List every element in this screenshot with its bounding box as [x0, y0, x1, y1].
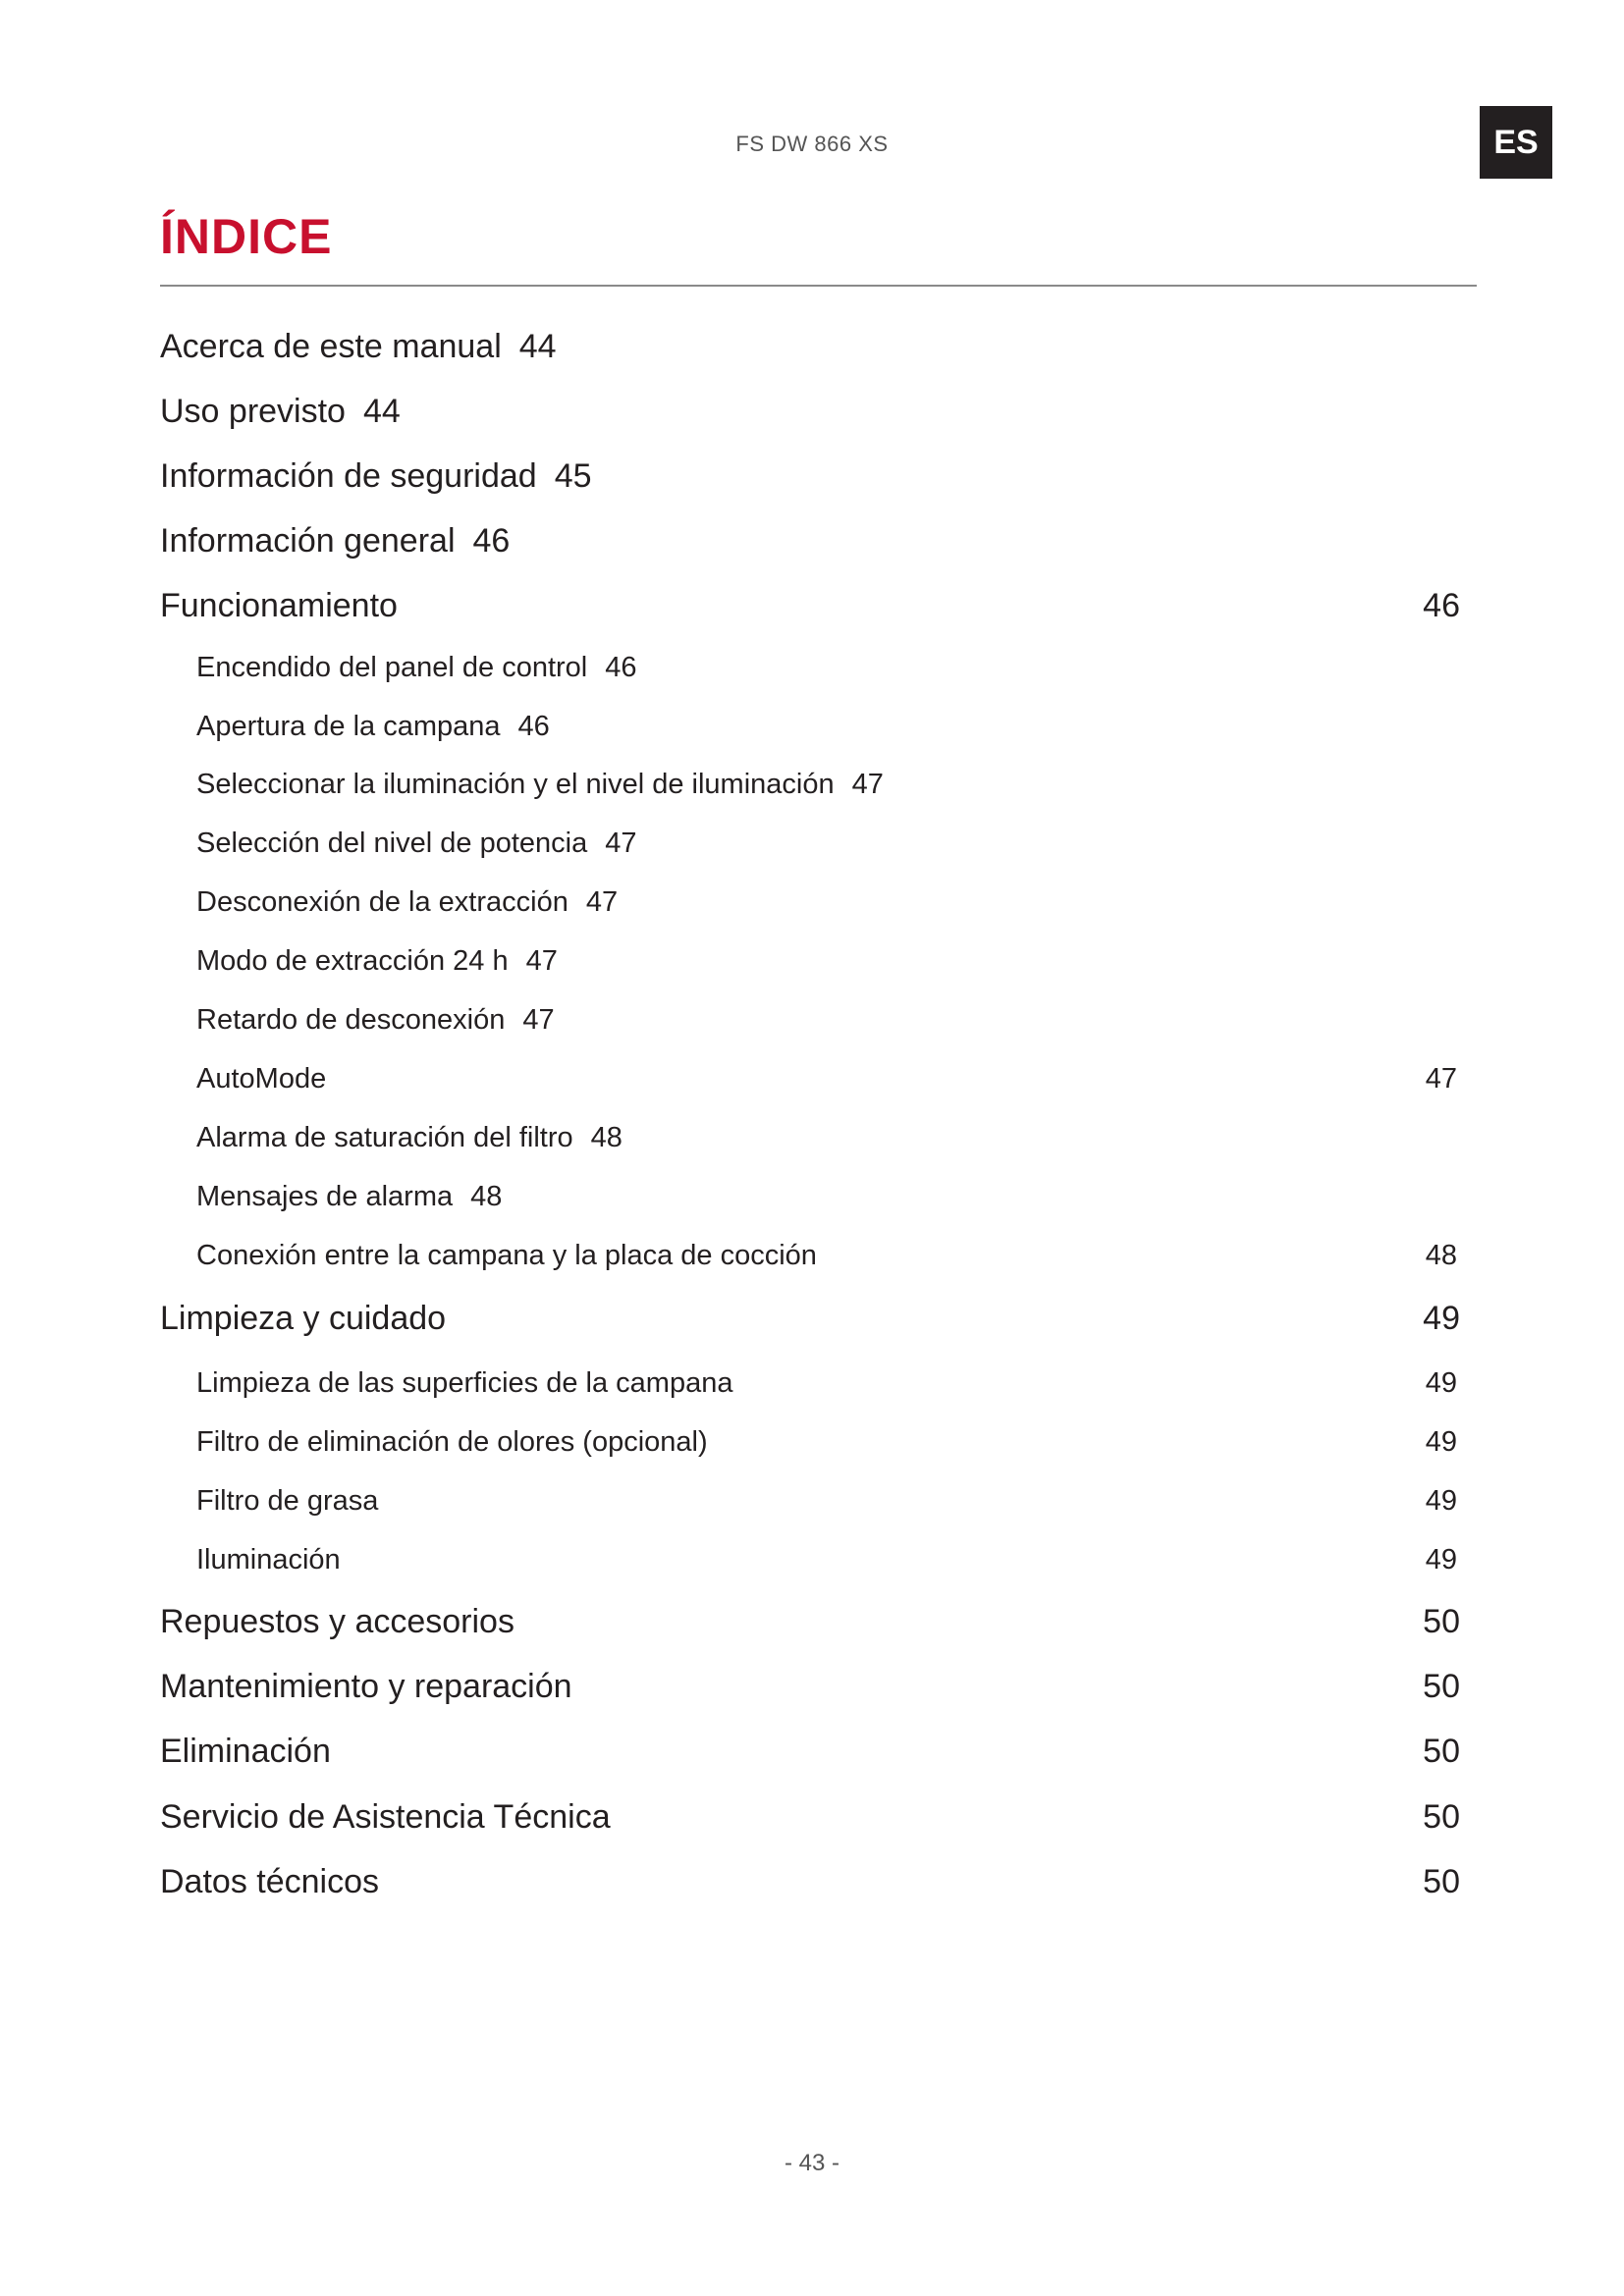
toc-page-number: 49	[1425, 1367, 1457, 1399]
toc-subentry[interactable]	[0, 1426, 1624, 1473]
toc-entry[interactable]	[0, 1863, 1624, 1910]
toc-subentry[interactable]	[0, 711, 1624, 758]
toc-page-number: 47	[605, 828, 637, 859]
toc-entry[interactable]	[0, 1798, 1624, 1845]
toc-page-number: 46	[605, 652, 637, 683]
header-model-name: FS DW 866 XS	[735, 132, 889, 156]
toc-page-number: 47	[522, 1004, 555, 1036]
toc-entry-title: Datos técnicos	[160, 1863, 379, 1900]
toc-entry-title: Desconexión de la extracción 47	[196, 886, 619, 918]
toc-entry-title: Conexión entre la campana y la placa de cocción	[196, 1240, 817, 1271]
toc-entry-title: Información general 46	[160, 522, 511, 560]
toc-page-number: 50	[1423, 1668, 1460, 1705]
toc-entry-title: Limpieza de las superficies de la campana	[196, 1367, 733, 1399]
toc-page-number: 49	[1425, 1544, 1457, 1575]
toc-subentry[interactable]	[0, 945, 1624, 992]
toc-entry-title: Uso previsto 44	[160, 393, 401, 430]
toc-entry-title: Limpieza y cuidado	[160, 1300, 447, 1337]
toc-entry-title: Servicio de Asistencia Técnica	[160, 1798, 611, 1836]
toc-page-number: 45	[554, 457, 592, 495]
toc-page-number: 50	[1423, 1733, 1460, 1770]
toc-entry-title: Acerca de este manual 44	[160, 328, 557, 365]
toc-entry-title: Alarma de saturación del filtro 48	[196, 1122, 623, 1153]
toc-entry[interactable]	[0, 522, 1624, 569]
toc-entry-title: Retardo de desconexión 47	[196, 1004, 555, 1036]
toc-page-number: 46	[517, 711, 550, 742]
toc-page-number: 49	[1423, 1300, 1460, 1337]
toc-entry[interactable]	[0, 393, 1624, 440]
toc-entry-title: Información de seguridad 45	[160, 457, 592, 495]
toc-subentry[interactable]	[0, 652, 1624, 699]
toc-page-number: 50	[1423, 1798, 1460, 1836]
toc-entry-title: Apertura de la campana 46	[196, 711, 550, 742]
toc-entry[interactable]	[0, 1733, 1624, 1780]
toc-entry[interactable]	[0, 457, 1624, 505]
page-title: ÍNDICE	[160, 209, 333, 264]
toc-page-number: 46	[1423, 587, 1460, 624]
toc-page-number: 44	[518, 328, 557, 365]
toc-page-number: 44	[362, 393, 401, 430]
toc-subentry[interactable]	[0, 886, 1624, 934]
toc-page-number: 47	[1425, 1063, 1457, 1095]
toc-entry-title: Filtro de eliminación de olores (opcional)	[196, 1426, 708, 1458]
toc-entry[interactable]	[0, 1603, 1624, 1650]
toc-page-number: 47	[585, 886, 619, 918]
page-number: - 43 -	[784, 2150, 839, 2176]
toc-subentry[interactable]	[0, 1485, 1624, 1532]
toc-page-number: 48	[470, 1181, 503, 1212]
toc-entry-title: Encendido del panel de control 46	[196, 652, 637, 683]
toc-subentry[interactable]	[0, 1181, 1624, 1228]
toc-page-number: 47	[525, 945, 558, 977]
toc-page-number: 49	[1425, 1485, 1457, 1517]
toc-page-number: 47	[851, 769, 884, 800]
toc-page-number: 50	[1423, 1863, 1460, 1900]
toc-entry[interactable]	[0, 587, 1624, 634]
toc-entry-title: Mensajes de alarma 48	[196, 1181, 503, 1212]
toc-entry[interactable]	[0, 1300, 1624, 1347]
toc-subentry[interactable]	[0, 1004, 1624, 1051]
toc-subentry[interactable]	[0, 1367, 1624, 1415]
toc-subentry[interactable]	[0, 1063, 1624, 1110]
toc-page-number: 50	[1423, 1603, 1460, 1640]
toc-entry-title: Mantenimiento y reparación	[160, 1668, 572, 1705]
toc-entry-title: Filtro de grasa	[196, 1485, 379, 1517]
toc-entry[interactable]	[0, 1668, 1624, 1715]
toc-subentry[interactable]	[0, 828, 1624, 875]
toc-subentry[interactable]	[0, 1122, 1624, 1169]
toc-subentry[interactable]	[0, 1544, 1624, 1591]
toc-page-number: 49	[1425, 1426, 1457, 1458]
toc-subentry[interactable]	[0, 769, 1624, 816]
toc-entry-title: Funcionamiento	[160, 587, 398, 624]
toc-entry-title: Repuestos y accesorios	[160, 1603, 514, 1640]
toc-entry-title: Selección del nivel de potencia 47	[196, 828, 637, 859]
toc-page-number: 46	[472, 522, 511, 560]
toc-entry-title: Modo de extracción 24 h 47	[196, 945, 558, 977]
toc-page-number: 48	[1425, 1240, 1457, 1271]
toc-entry[interactable]	[0, 328, 1624, 375]
toc-subentry[interactable]	[0, 1240, 1624, 1287]
language-badge: ES	[1480, 106, 1552, 179]
title-divider	[160, 285, 1477, 287]
toc-entry-title: AutoMode	[196, 1063, 327, 1095]
toc-entry-title: Iluminación	[196, 1544, 341, 1575]
toc-entry-title: Eliminación	[160, 1733, 331, 1770]
toc-page-number: 48	[590, 1122, 623, 1153]
toc-entry-title: Seleccionar la iluminación y el nivel de iluminación 47	[196, 769, 884, 800]
